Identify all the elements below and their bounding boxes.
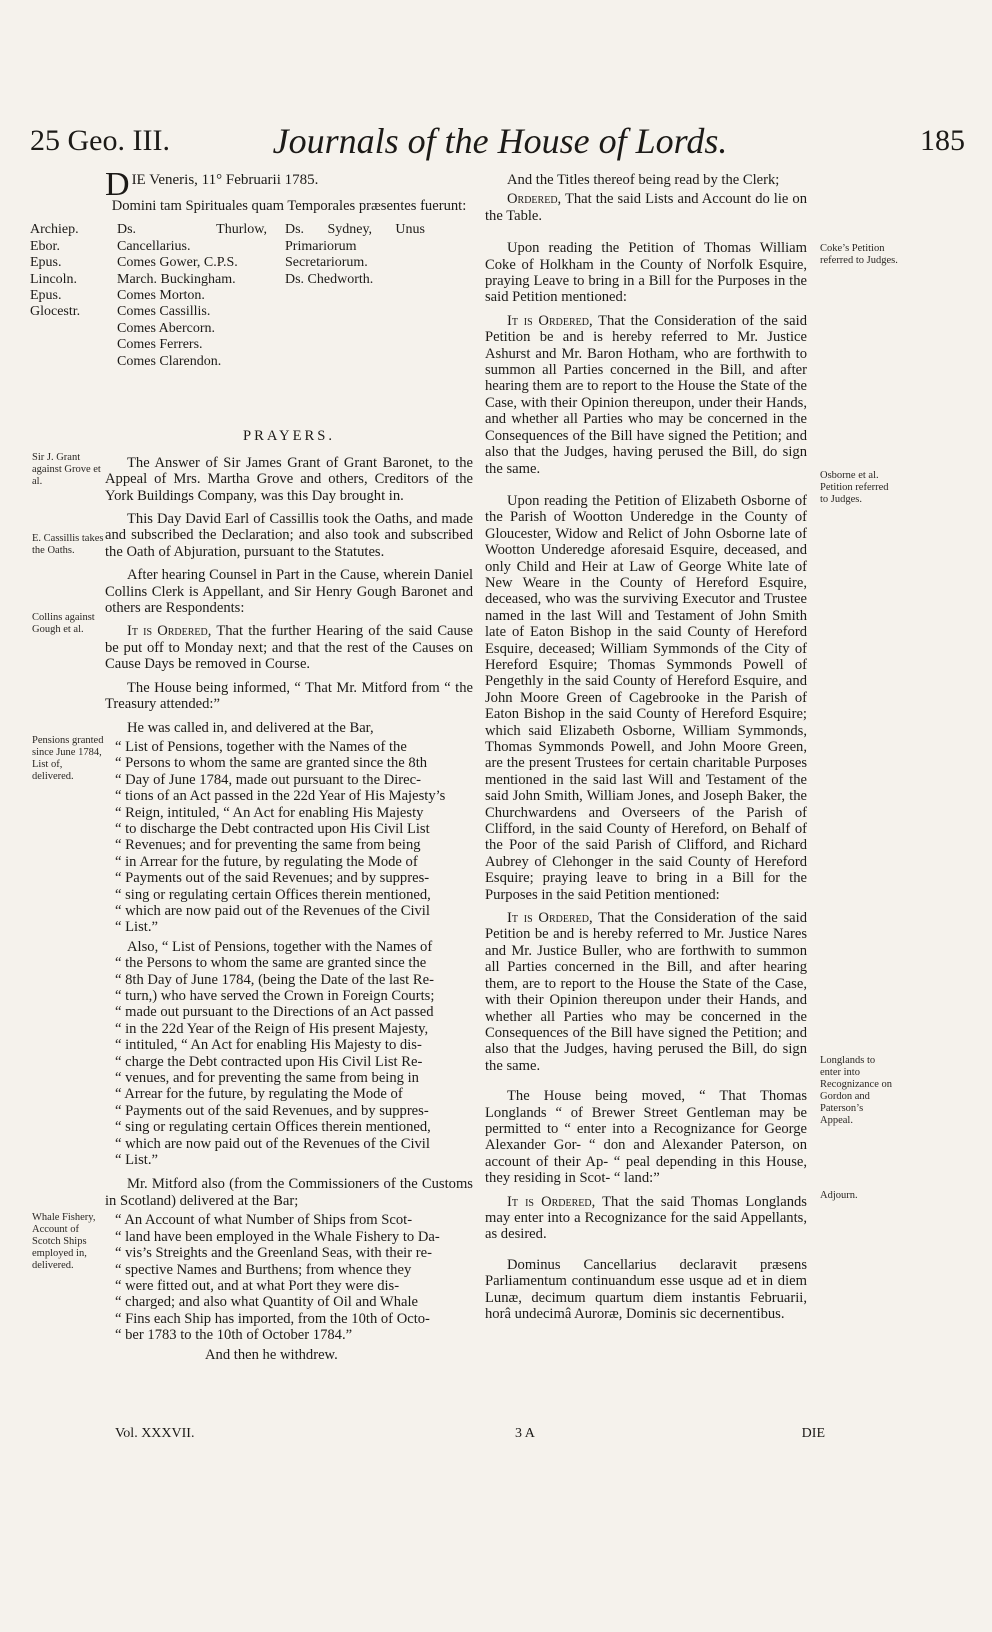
- order-text: That the Consideration of the said Petition be and is hereby referred to Mr. Justice Ashurst and Mr. Baron Hotham, who are forthwith to summon all Parties concerned in the Bill, and after hearing them are to report to the House the State of the Case, with their Opinion thereupon, under their Hands, and whether all Parties who may be concerned in the Consequences of the Bill have signed the Petition; and also that the Judges, having perused the Bill, do sign the same.: [485, 312, 807, 477]
- entry-osborne-petition: Upon reading the Petition of Elizabeth Osborne of the Parish of Wootton Underedge in the County of Gloucester, Widow and Relict of John Osborne late of Wootton Underedge aforesaid Esquire, deceased, and only Child and Heir at Law of George White late of New Weare in the County of Hereford Esquire, deceased, who was the surviving Executor and Trustee named in the last Will and Testament of John Smith late of Eaton Bishop in the said County of Hereford Esquire, deceased; William Symmonds of the City of Hereford Esquire; Thomas Symmonds Powell of Pengethly in the said County of Hereford Esquire, and John Moore Green of Cagebrooke in the Parish of Eaton Bishop in the said County of Hereford Esquire; which said Elizabeth Osborne, William Symmonds, Thomas Symmonds Powell, and John Moore Green, are the present Trustees for certain charitable Purposes mentioned in the said last Will and Testament of the said John Smith, William Jones, and Joseph Baker, the Churchwardens and Overseers of the Parish of Clifford, in the said County of Hereford, on Behalf of the Poor of the said Parish of Clifford, and Richard Aubrey of Clehonger in the said County of Hereford Esquire; praying leave to bring in a Bill for the Purposes in the said Petition mentioned:: [485, 492, 807, 903]
- quote-line: “ in Arrear for the future, by regulating the Mode of: [115, 853, 418, 870]
- margin-note-grant: Sir J. Grant against Grove et al.: [32, 452, 101, 487]
- quote-line: “ made out pursuant to the Directions of an Act passed: [115, 1004, 434, 1021]
- attendee: March. Buckingham.: [117, 271, 236, 287]
- quote-line: “ Fins each Ship has imported, from the 10th of Octo-: [115, 1310, 430, 1327]
- quote-line: “ venues, and for preventing the same from being in: [115, 1070, 419, 1087]
- attendee: Archiep. Ebor.: [30, 222, 79, 254]
- entry-adjournment: Dominus Cancellarius declaravit præsens Parliamentum continuandum esse usque ad et in diem Lunæ, decimum quartum diem instantis Februarii, horâ undecimâ Auroræ, Dominis sic decernentibus.: [485, 1256, 807, 1322]
- margin-note-pensions: Pensions granted since June 1784, List of, delivered.: [32, 735, 104, 782]
- ordered-label: Ordered,: [507, 191, 562, 208]
- order-coke: [485, 313, 807, 477]
- quote-line: “ charge the Debt contracted upon His Civil List Re-: [115, 1053, 423, 1070]
- quote-line: “ ber 1783 to the 10th of October 1784.”: [115, 1327, 353, 1344]
- attendee: Comes Ferrers.: [117, 337, 203, 353]
- entry-collins: After hearing Counsel in Part in the Cause, wherein Daniel Collins Clerk is Appellant, and Sir Henry Gough Baronet and others are Respondents:: [105, 567, 473, 617]
- order-text: That the said Lists and Account do lie on the Table.: [485, 191, 807, 224]
- quote-line: “ which are now paid out of the Revenues of the Civil: [115, 1135, 430, 1152]
- entry-withdrew: And then he withdrew.: [205, 1346, 338, 1363]
- header-regnal-year: 25 Geo. III.: [30, 124, 170, 157]
- quote-line: “ turn,) who have served the Crown in Foreign Courts;: [115, 988, 435, 1004]
- ordered-label: It is Ordered,: [127, 623, 212, 640]
- quote-line: “ List.”: [115, 919, 158, 936]
- entry-coke-petition: Upon reading the Petition of Thomas William Coke of Holkham in the County of Norfolk Esquire, praying Leave to bring in a Bill for the Purposes in the said Petition mentioned:: [485, 240, 807, 306]
- margin-note-coke: Coke’s Petition referred to Judges.: [820, 243, 898, 266]
- attendee: Ds. Sydney, Unus Primariorum Secretariorum.: [285, 222, 425, 271]
- attendance-barons: [285, 222, 425, 288]
- quote-line: “ Revenues; and for preventing the same from being: [115, 837, 421, 854]
- margin-note-adjourn: Adjourn.: [820, 1190, 858, 1201]
- quote-line: “ Reign, intituled, “ An Act for enabling His Majesty: [115, 804, 424, 821]
- day-heading-text: IE Veneris, 11° Februarii 1785.: [131, 172, 319, 188]
- attendee: Ds. Thurlow, Cancellarius.: [117, 222, 267, 254]
- margin-note-longlands: Longlands to enter into Recognizance on Gordon and Paterson’s Appeal.: [820, 1055, 893, 1126]
- catchword: DIE: [801, 1426, 825, 1441]
- quote-line: “ vis’s Streights and the Greenland Seas, with their re-: [115, 1245, 432, 1262]
- prayers-heading: PRAYERS.: [242, 428, 335, 445]
- entry-house-informed: The House being informed, “ That Mr. Mitford from “ the Treasury attended:”: [105, 679, 473, 713]
- drop-cap: D: [105, 166, 130, 203]
- order-lists-on-table: [485, 191, 807, 224]
- margin-note-whale: Whale Fishery, Account of Scotch Ships employed in, delivered.: [32, 1212, 96, 1271]
- quote-line: “ charged; and also what Quantity of Oil and Whale: [115, 1294, 418, 1311]
- order-collins: [105, 623, 473, 672]
- attendee: Comes Cassillis.: [117, 304, 211, 320]
- running-header: [30, 120, 965, 164]
- quote-line: “ List.”: [115, 1152, 158, 1169]
- ordered-label: It is Ordered,: [507, 910, 593, 927]
- quote-foreign-pensions: [105, 939, 473, 1169]
- margin-note-collins: Collins against Gough et al.: [32, 612, 95, 635]
- entry-titles-read: And the Titles thereof being read by the Clerk;: [507, 172, 780, 188]
- order-text: That the further Hearing of the said Cause be put off to Monday next; and that the rest of the Causes on Cause Days be removed in Course.: [105, 623, 473, 673]
- signature-mark: 3 A: [515, 1426, 535, 1441]
- order-longlands: [485, 1194, 807, 1243]
- day-heading: [105, 166, 473, 203]
- attendee: Ds. Chedworth.: [285, 271, 374, 287]
- attendee: Comes Gower, C.P.S.: [117, 255, 238, 271]
- quote-line: Also, “ List of Pensions, together with the Names of: [127, 938, 433, 955]
- attendee: Comes Clarendon.: [117, 353, 222, 369]
- quote-line: “ in the 22d Year of the Reign of His present Majesty,: [115, 1020, 429, 1037]
- quote-line: “ Day of June 1784, made out pursuant to the Direc-: [115, 771, 421, 788]
- order-text: That the Consideration of the said Petition be and is hereby referred to Mr. Justice Nares and Mr. Justice Buller, who are forthwith to summon all Parties concerned in the Bill, and after hearing them, are to report to the House the State of the Case, with their Opinion thereupon under their Hands, and whether all Parties who may be concerned in the Consequences of the Bill have signed the Petition; and also that the Judges, having perused the Bill, do sign the same.: [485, 910, 807, 1074]
- margin-note-osborne: Osborne et al. Petition referred to Judges.: [820, 470, 889, 505]
- quote-pensions-list: [105, 739, 473, 936]
- quote-whale-account: [105, 1212, 473, 1343]
- entry-mitford-also: Mr. Mitford also (from the Commissioners of the Customs in Scotland) delivered at the Bar;: [105, 1176, 473, 1209]
- attendance-peers: [117, 222, 267, 370]
- attendance-bishops: [30, 222, 108, 320]
- quote-line: “ An Account of what Number of Ships from Scot-: [115, 1212, 413, 1229]
- quote-line: “ the Persons to whom the same are granted since the: [115, 955, 427, 972]
- ordered-label: It is Ordered,: [507, 1193, 596, 1210]
- quote-line: “ 8th Day of June 1784, (being the Date of the last Re-: [115, 971, 434, 988]
- quote-line: “ to discharge the Debt contracted upon His Civil List: [115, 820, 430, 837]
- quote-line: “ Persons to whom the same are granted since the 8th: [115, 755, 428, 772]
- attendance-list: [30, 222, 473, 422]
- quote-line: “ land have been employed in the Whale Fishery to Da-: [115, 1228, 440, 1245]
- page-number: 185: [920, 124, 965, 157]
- attendance-heading: Domini tam Spirituales quam Temporales præsentes fuerunt:: [111, 198, 467, 214]
- order-osborne: [485, 910, 807, 1074]
- quote-line: “ Payments out of the said Revenues, and by suppres-: [115, 1102, 429, 1119]
- volume-number: Vol. XXXVII.: [115, 1426, 195, 1441]
- attendee: Epus. Lincoln.: [30, 255, 78, 287]
- quote-line: “ Payments out of the said Revenues; and by suppres-: [115, 870, 430, 887]
- quote-line: “ intituled, “ An Act for enabling His Majesty to dis-: [115, 1037, 422, 1054]
- page-footer: [105, 1426, 825, 1446]
- quote-line: “ List of Pensions, together with the Names of the: [115, 738, 407, 755]
- quote-line: “ sing or regulating certain Offices therein mentioned,: [115, 1119, 431, 1136]
- quote-line: “ sing or regulating certain Offices therein mentioned,: [115, 886, 431, 903]
- quote-line: “ Arrear for the future, by regulating the Mode of: [115, 1086, 403, 1103]
- quote-line: “ tions of an Act passed in the 22d Year of His Majesty’s: [115, 788, 446, 805]
- header-title: Journals of the House of Lords.: [272, 121, 728, 161]
- quote-line: “ were fitted out, and at what Port they were dis-: [115, 1277, 400, 1294]
- entry-grant: The Answer of Sir James Grant of Grant Baronet, to the Appeal of Mrs. Martha Grove and others, Creditors of the York Buildings Company, was this Day brought in.: [105, 454, 473, 504]
- quote-line: “ which are now paid out of the Revenues of the Civil: [115, 902, 430, 919]
- attendee: Epus. Glocestr.: [30, 288, 81, 320]
- entry-called-in: He was called in, and delivered at the Bar,: [127, 719, 374, 736]
- margin-note-cassillis: E. Cassillis takes the Oaths.: [32, 533, 104, 556]
- ordered-label: It is Ordered,: [507, 312, 593, 329]
- quote-line: “ spective Names and Burthens; from whence they: [115, 1261, 412, 1278]
- attendee: Comes Abercorn.: [117, 320, 215, 336]
- entry-longlands-motion: The House being moved, “ That Thomas Longlands “ of Brewer Street Gentleman may be permitted to “ enter into a Recognizance for George Alexander Gor- “ don and Alexander Paterson, on account of their Ap- “ peal depending in this House, they residing in Scot- “ land:”: [485, 1088, 807, 1187]
- attendee: Comes Morton.: [117, 288, 205, 304]
- entry-cassillis: This Day David Earl of Cassillis took the Oaths, and made and subscribed the Declaration; and also took and subscribed the Oath of Abjuration, pursuant to the Statutes.: [105, 511, 473, 560]
- order-text: That the said Thomas Longlands may enter into a Recognizance for the said Appellants, as desired.: [485, 1193, 807, 1243]
- right-column: [485, 172, 807, 1329]
